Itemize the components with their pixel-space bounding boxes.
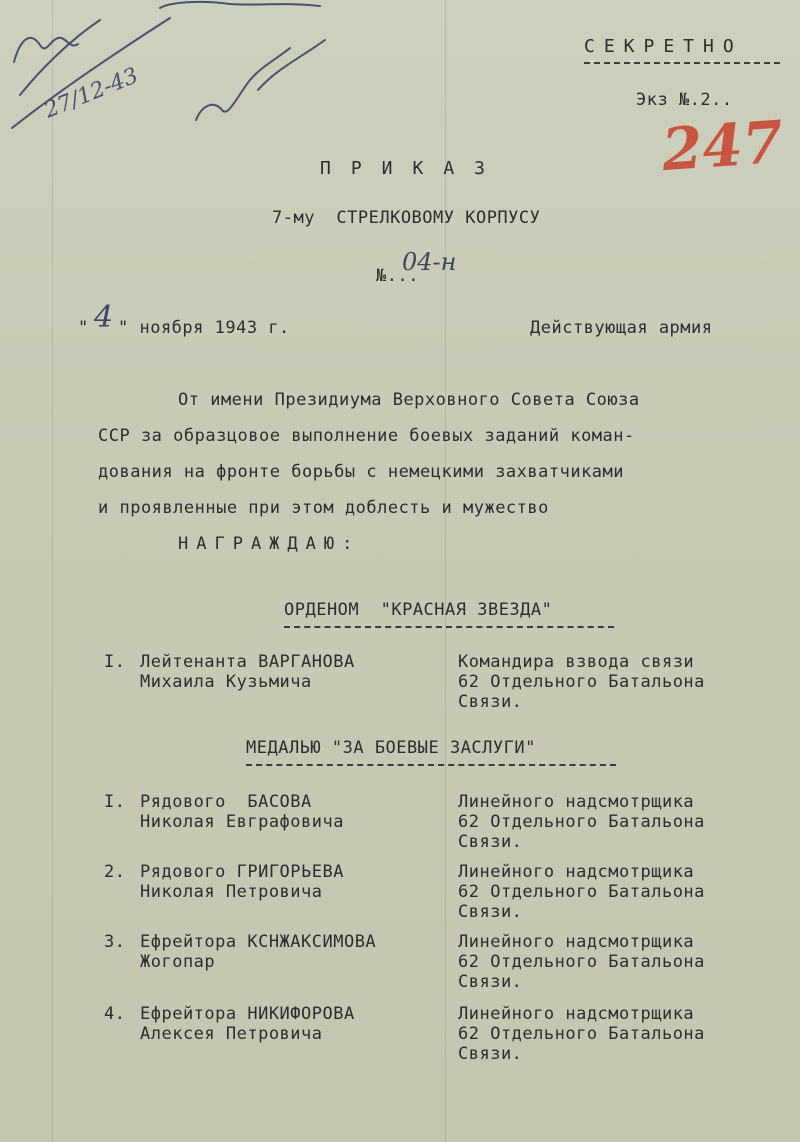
item-name: Лейтенанта ВАРГАНОВА	[140, 652, 355, 672]
place-label: Действующая армия	[530, 318, 713, 338]
preamble-line: и проявленные при этом доблесть и мужество	[98, 498, 549, 518]
section-underline	[246, 764, 616, 766]
preamble-line: дования на фронте борьбы с немецкими захватчиками	[98, 462, 625, 482]
handwritten-annotations	[0, 0, 380, 160]
secret-label: СЕКРЕТНО	[584, 36, 743, 57]
item-position: Линейного надсмотрщика	[458, 792, 695, 812]
order-title: ПРИКАЗ	[320, 158, 506, 179]
item-position: Связи.	[458, 692, 523, 712]
secret-underline	[584, 62, 780, 64]
order-addressee: 7-му СТРЕЛКОВОМУ КОРПУСУ	[272, 208, 541, 228]
item-number: I.	[104, 652, 126, 672]
item-number: 4.	[104, 1004, 126, 1024]
item-position: 62 Отдельного Батальона	[458, 812, 705, 832]
item-patronymic: Николая Евграфовича	[140, 812, 344, 832]
item-position: Связи.	[458, 972, 523, 992]
item-patronymic: Николая Петровича	[140, 882, 323, 902]
item-number: I.	[104, 792, 126, 812]
red-archive-number: 247	[659, 107, 786, 185]
item-patronymic: Жогопар	[140, 952, 216, 972]
item-position: 62 Отдельного Батальона	[458, 952, 705, 972]
section-title: МЕДАЛЬЮ "ЗА БОЕВЫЕ ЗАСЛУГИ"	[246, 738, 536, 758]
item-patronymic: Михаила Кузьмича	[140, 672, 312, 692]
item-name: Рядового ГРИГОРЬЕВА	[140, 862, 344, 882]
item-number: 2.	[104, 862, 126, 882]
section-title: ОРДЕНОМ "КРАСНАЯ ЗВЕЗДА"	[284, 600, 553, 620]
item-position: Линейного надсмотрщика	[458, 1004, 695, 1024]
item-position: Командира взвода связи	[458, 652, 695, 672]
item-position: Связи.	[458, 902, 523, 922]
order-number-handwritten: 04-н	[402, 248, 457, 276]
svg-text:27/12-43: 27/12-43	[40, 63, 142, 124]
item-name: Рядового БАСОВА	[140, 792, 312, 812]
item-position: Связи.	[458, 1044, 523, 1064]
item-patronymic: Алексея Петровича	[140, 1024, 323, 1044]
item-number: 3.	[104, 932, 126, 952]
item-position: 62 Отдельного Батальона	[458, 882, 705, 902]
item-position: 62 Отдельного Батальона	[458, 1024, 705, 1044]
copy-number: Экз №.2..	[636, 90, 733, 110]
award-word: НАГРАЖДАЮ:	[178, 534, 361, 554]
date-quote-left: "	[78, 318, 89, 338]
date-rest: " ноября 1943 г.	[118, 318, 290, 338]
preamble-line: ССР за образцовое выполнение боевых заданий коман-	[98, 426, 635, 446]
section-underline	[284, 626, 614, 628]
order-number-prefix: №...	[376, 266, 419, 286]
item-position: Линейного надсмотрщика	[458, 862, 695, 882]
item-position: Связи.	[458, 832, 523, 852]
preamble-line: От имени Президиума Верховного Совета Союза	[178, 390, 640, 410]
fold-line	[52, 0, 53, 1142]
item-name: Ефрейтора КСНЖАКСИМОВА	[140, 932, 377, 952]
item-position: 62 Отдельного Батальона	[458, 672, 705, 692]
date-day-handwritten: 4	[94, 300, 114, 335]
item-name: Ефрейтора НИКИФОРОВА	[140, 1004, 355, 1024]
item-position: Линейного надсмотрщика	[458, 932, 695, 952]
